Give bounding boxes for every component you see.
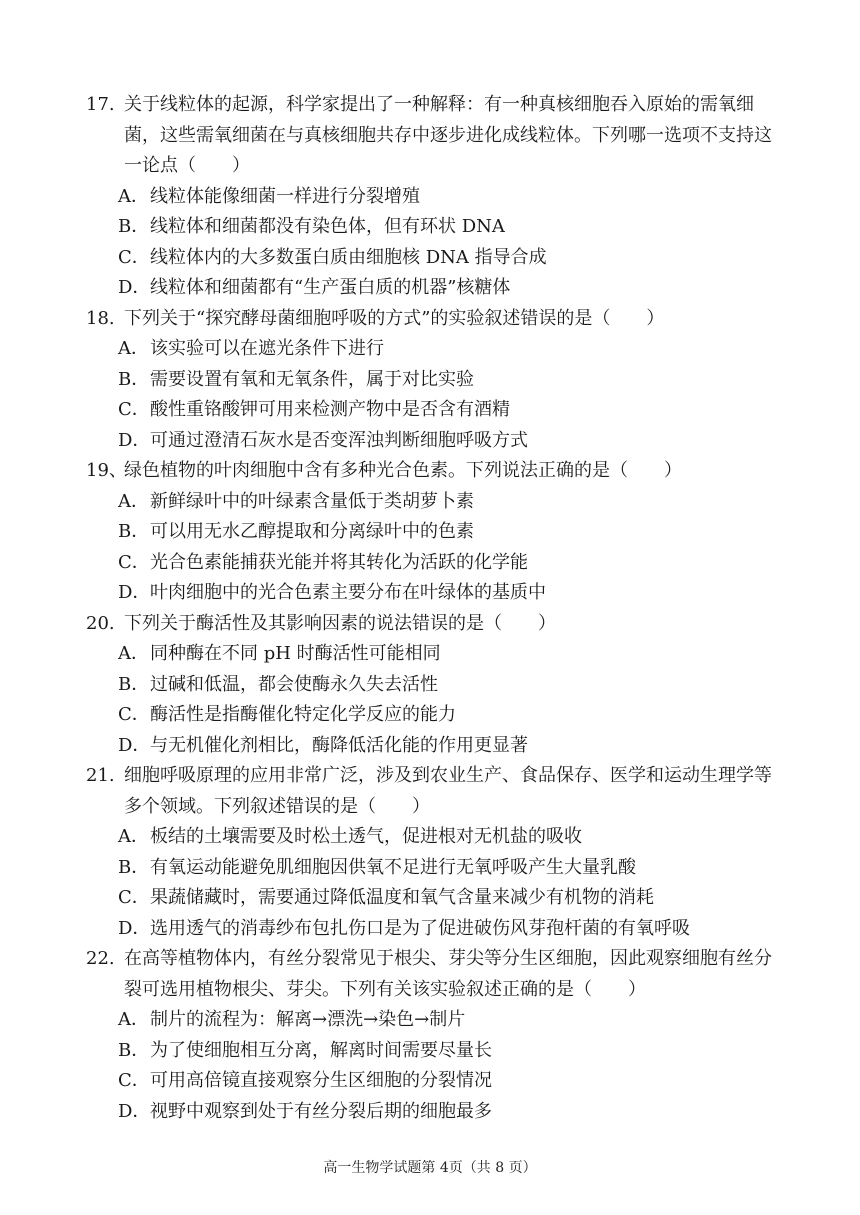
question-21 — [86, 761, 786, 944]
option-b — [86, 212, 786, 243]
option-letter: D． — [118, 582, 151, 603]
option-text: 可通过澄清石灰水是否变浑浊判断细胞呼吸方式 — [150, 429, 528, 451]
option-text: 可用高倍镜直接观察分生区细胞的分裂情况 — [150, 1070, 492, 1091]
option-text: 为了使细胞相互分离，解离时间需要尽量长 — [150, 1039, 492, 1061]
option-letter: C． — [118, 246, 150, 268]
option-letter: C． — [118, 704, 150, 725]
option-letter: A． — [118, 185, 149, 207]
question-text: 关于线粒体的起源，科学家提出了一种解释：有一种真核细胞吞入原始的需氧细菌，这些需氧细菌在与真核细胞共存中逐步进化成线粒体。下列哪一选项不支持这一论点（ ） — [124, 94, 772, 176]
question-number: 18. — [86, 307, 115, 329]
option-d — [86, 578, 786, 609]
option-letter: C． — [118, 399, 150, 420]
option-b — [86, 670, 786, 701]
option-letter: A． — [118, 826, 149, 847]
option-text: 板结的土壤需要及时松土透气，促进根对无机盐的吸收 — [150, 826, 582, 847]
question-number: 17. — [86, 94, 115, 115]
option-text: 视野中观察到处于有丝分裂后期的细胞最多 — [150, 1100, 492, 1122]
option-text: 该实验可以在遮光条件下进行 — [150, 338, 384, 359]
option-d — [86, 426, 786, 457]
option-letter: C． — [118, 1070, 150, 1091]
option-a — [86, 1005, 786, 1036]
option-text: 线粒体和细菌都没有染色体，但有环状 DNA — [150, 216, 505, 237]
option-text: 果蔬储藏时，需要通过降低温度和氧气含量来减少有机物的消耗 — [150, 887, 654, 908]
option-text: 可以用无水乙醇提取和分离绿叶中的色素 — [150, 521, 474, 542]
option-letter: B． — [118, 216, 150, 237]
option-a — [86, 822, 786, 853]
option-letter: A． — [118, 490, 149, 512]
question-stem — [86, 761, 786, 822]
option-letter: B． — [118, 368, 150, 390]
question-number: 19、 — [86, 460, 127, 481]
page-footer: 高一生物学试题第 4页（共 8 页） — [323, 1160, 537, 1176]
option-a — [86, 182, 786, 213]
option-text: 线粒体和细菌都有“生产蛋白质的机器”核糖体 — [150, 277, 511, 298]
question-number: 22. — [86, 948, 115, 969]
option-d — [86, 914, 786, 945]
option-c — [86, 548, 786, 579]
question-20 — [86, 609, 786, 762]
option-text: 有氧运动能避免肌细胞因供氧不足进行无氧呼吸产生大量乳酸 — [150, 856, 636, 878]
option-c — [86, 1066, 786, 1097]
option-letter: D． — [118, 917, 151, 939]
option-letter: B． — [118, 856, 150, 878]
question-stem — [86, 90, 786, 182]
option-text: 过碱和低温，都会使酶永久失去活性 — [150, 673, 438, 695]
option-text: 线粒体内的大多数蛋白质由细胞核 DNA 指导合成 — [150, 246, 547, 268]
question-text: 下列关于酶活性及其影响因素的说法错误的是（ ） — [124, 612, 556, 634]
option-text: 新鲜绿叶中的叶绿素含量低于类胡萝卜素 — [150, 490, 474, 512]
question-18 — [86, 304, 786, 457]
question-text: 在高等植物体内，有丝分裂常见于根尖、芽尖等分生区细胞，因此观察细胞有丝分裂可选用植物根尖、芽尖。下列有关该实验叙述正确的是（ ） — [124, 948, 772, 1000]
option-text: 光合色素能捕获光能并将其转化为活跃的化学能 — [150, 551, 528, 573]
option-b — [86, 853, 786, 884]
question-stem — [86, 944, 786, 1005]
question-list — [86, 90, 786, 1127]
question-number: 20. — [86, 612, 115, 634]
question-stem — [86, 609, 786, 640]
option-a — [86, 487, 786, 518]
option-text: 与无机催化剂相比，酶降低活化能的作用更显著 — [150, 734, 528, 756]
option-b — [86, 517, 786, 548]
option-letter: D． — [118, 277, 151, 298]
option-b — [86, 365, 786, 396]
option-letter: A． — [118, 338, 149, 359]
option-a — [86, 334, 786, 365]
option-letter: D． — [118, 429, 151, 451]
option-letter: A． — [118, 643, 149, 664]
option-text: 叶肉细胞中的光合色素主要分布在叶绿体的基质中 — [150, 582, 546, 603]
question-stem — [86, 304, 786, 335]
question-text: 绿色植物的叶肉细胞中含有多种光合色素。下列说法正确的是（ ） — [124, 460, 682, 481]
option-text: 同种酶在不同 pH 时酶活性可能相同 — [150, 643, 441, 664]
option-text: 酸性重铬酸钾可用来检测产物中是否含有酒精 — [150, 399, 510, 420]
option-c — [86, 700, 786, 731]
option-c — [86, 395, 786, 426]
option-d — [86, 1097, 786, 1128]
option-letter: D． — [118, 734, 151, 756]
question-text: 下列关于“探究酵母菌细胞呼吸的方式”的实验叙述错误的是（ ） — [124, 307, 665, 329]
option-letter: B． — [118, 521, 150, 542]
option-c — [86, 883, 786, 914]
option-b — [86, 1036, 786, 1067]
option-letter: B． — [118, 1039, 150, 1061]
option-text: 线粒体能像细菌一样进行分裂增殖 — [150, 185, 420, 207]
option-text: 选用透气的消毒纱布包扎伤口是为了促进破伤风芽孢杆菌的有氧呼吸 — [150, 917, 690, 939]
option-letter: D． — [118, 1100, 151, 1122]
option-letter: C． — [118, 887, 150, 908]
option-text: 酶活性是指酶催化特定化学反应的能力 — [150, 704, 456, 725]
option-letter: B． — [118, 673, 150, 695]
option-c — [86, 243, 786, 274]
option-letter: A． — [118, 1009, 149, 1030]
option-d — [86, 731, 786, 762]
question-19 — [86, 456, 786, 609]
question-number: 21. — [86, 765, 115, 786]
option-text: 制片的流程为：解离→漂洗→染色→制片 — [150, 1009, 466, 1030]
question-text: 细胞呼吸原理的应用非常广泛，涉及到农业生产、食品保存、医学和运动生理学等多个领域。下列叙述错误的是（ ） — [124, 765, 772, 817]
question-17 — [86, 90, 786, 304]
question-22 — [86, 944, 786, 1127]
option-a — [86, 639, 786, 670]
option-text: 需要设置有氧和无氧条件，属于对比实验 — [150, 368, 474, 390]
option-d — [86, 273, 786, 304]
question-stem — [86, 456, 786, 487]
option-letter: C． — [118, 551, 150, 573]
